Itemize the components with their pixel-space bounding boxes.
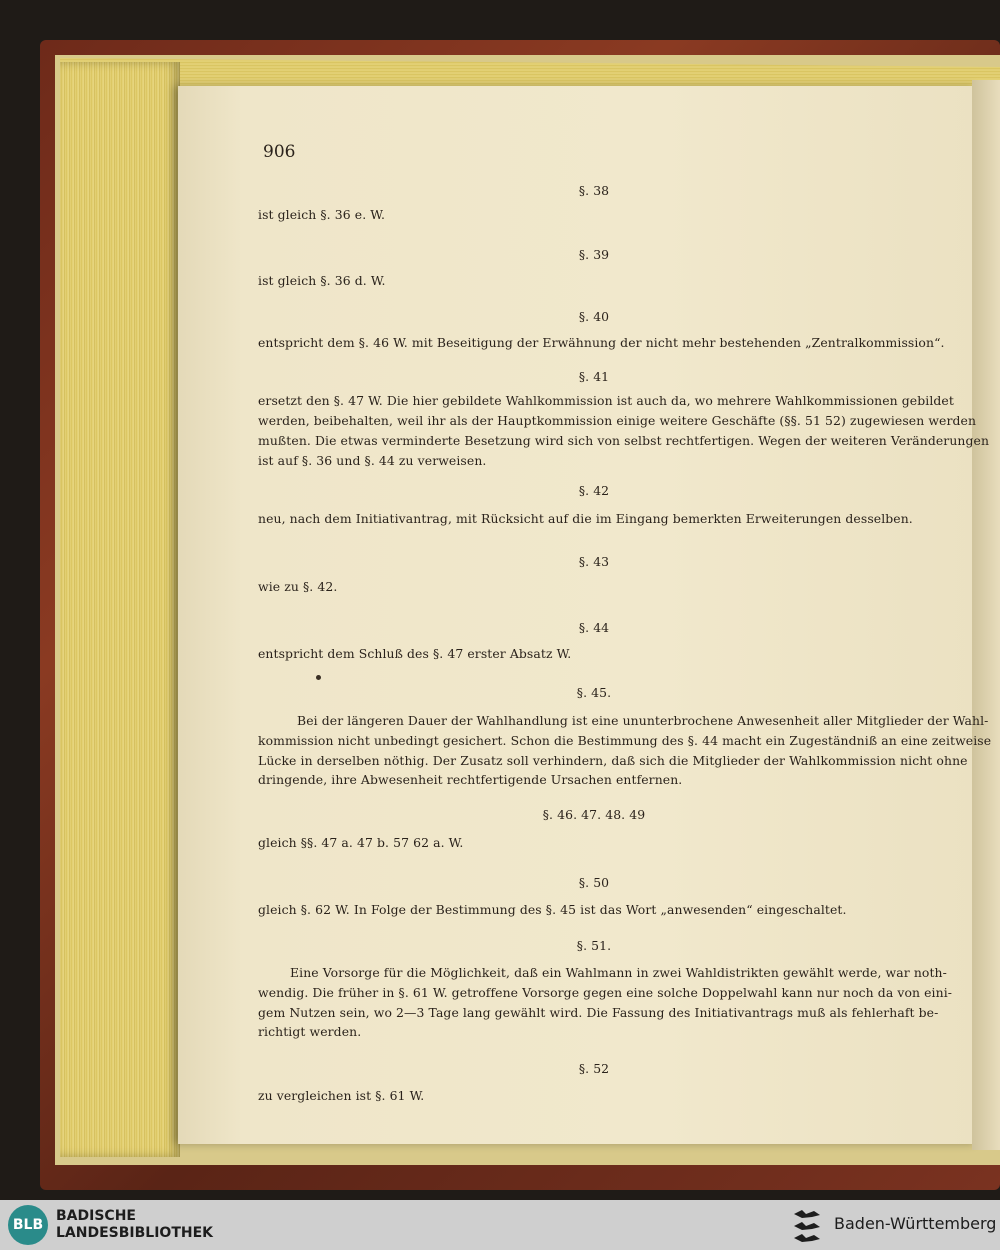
text-line: gleich §§. 47 a. 47 b. 57 62 a. W. — [258, 835, 464, 850]
section-heading: §. 39 — [578, 247, 610, 262]
section-heading: §. 42 — [578, 483, 610, 498]
section-heading: §. 44 — [578, 620, 610, 635]
library-name[interactable] — [56, 1208, 213, 1242]
text-line: ersetzt den §. 47 W. Die hier gebildete Wahlkommission ist auch da, wo mehrere Wahlkommissionen gebildet — [258, 393, 954, 408]
baden-wuerttemberg-lions-icon[interactable] — [790, 1206, 824, 1244]
blb-logo[interactable]: BLB — [8, 1205, 48, 1245]
section-heading: §. 40 — [578, 309, 610, 324]
section-heading: §. 50 — [578, 875, 610, 890]
text-line: ist gleich §. 36 d. W. — [258, 273, 386, 288]
section-heading: §. 46. 47. 48. 49 — [542, 807, 646, 822]
text-line: Lücke in derselben nöthig. Der Zusatz soll verhindern, daß sich die Mitglieder der Wahlkommission nicht ohne — [258, 753, 968, 768]
section-heading: §. 38 — [578, 183, 610, 198]
library-name-line1: BADISCHE — [56, 1208, 136, 1224]
text-line: neu, nach dem Initiativantrag, mit Rücksicht auf die im Eingang bemerkten Erweiterungen desselben. — [258, 511, 913, 526]
section-heading: §. 41 — [578, 369, 610, 384]
text-line: ist gleich §. 36 e. W. — [258, 207, 385, 222]
text-line: mußten. Die etwas verminderte Besetzung wird sich von selbst rechtfertigen. Wegen der weiteren Veränderungen — [258, 433, 990, 448]
text-line: gleich §. 62 W. In Folge der Bestimmung des §. 45 ist das Wort „anwesenden“ eingeschaltet. — [258, 902, 847, 917]
text-line: Bei der längeren Dauer der Wahlhandlung ist eine ununterbrochene Anwesenheit aller Mitglieder der Wahl- — [297, 713, 989, 728]
section-heading: §. 52 — [578, 1061, 610, 1076]
text-line: werden, beibehalten, weil ihr als der Hauptkommission einige weitere Geschäfte (§§. 51 52) zugewiesen werden — [258, 413, 977, 428]
page-number: 906 — [263, 142, 296, 162]
text-line: richtigt werden. — [258, 1024, 362, 1039]
text-line: gem Nutzen sein, wo 2—3 Tage lang gewählt wird. Die Fassung des Initiativantrags muß als fehlerhaft be- — [258, 1005, 939, 1020]
text-line: zu vergleichen ist §. 61 W. — [258, 1088, 425, 1103]
text-line: entspricht dem §. 46 W. mit Beseitigung der Erwähnung der nicht mehr bestehenden „Zentralkommission“. — [258, 335, 945, 350]
ink-spot — [316, 675, 321, 680]
text-line: entspricht dem Schluß des §. 47 erster Absatz W. — [258, 646, 572, 661]
section-heading: §. 51. — [576, 938, 612, 953]
text-line: dringende, ihre Abwesenheit rechtfertigende Ursachen entfernen. — [258, 772, 683, 787]
footer-bar — [0, 1200, 1000, 1250]
text-line: Eine Vorsorge für die Möglichkeit, daß ein Wahlmann in zwei Wahldistrikten gewählt werde, war noth- — [290, 965, 947, 980]
state-name[interactable]: Baden-Württemberg — [834, 1214, 997, 1233]
section-heading: §. 43 — [578, 554, 610, 569]
text-line: ist auf §. 36 und §. 44 zu verweisen. — [258, 453, 487, 468]
library-name-line2: LANDESBIBLIOTHEK — [56, 1225, 214, 1241]
section-heading: §. 45. — [576, 685, 612, 700]
text-line: wendig. Die früher in §. 61 W. getroffene Vorsorge gegen eine solche Doppelwahl kann nur noch da von eini- — [258, 985, 953, 1000]
text-line: wie zu §. 42. — [258, 579, 338, 594]
text-line: kommission nicht unbedingt gesichert. Schon die Bestimmung des §. 44 macht ein Zugeständniß an eine zeitweise — [258, 733, 992, 748]
